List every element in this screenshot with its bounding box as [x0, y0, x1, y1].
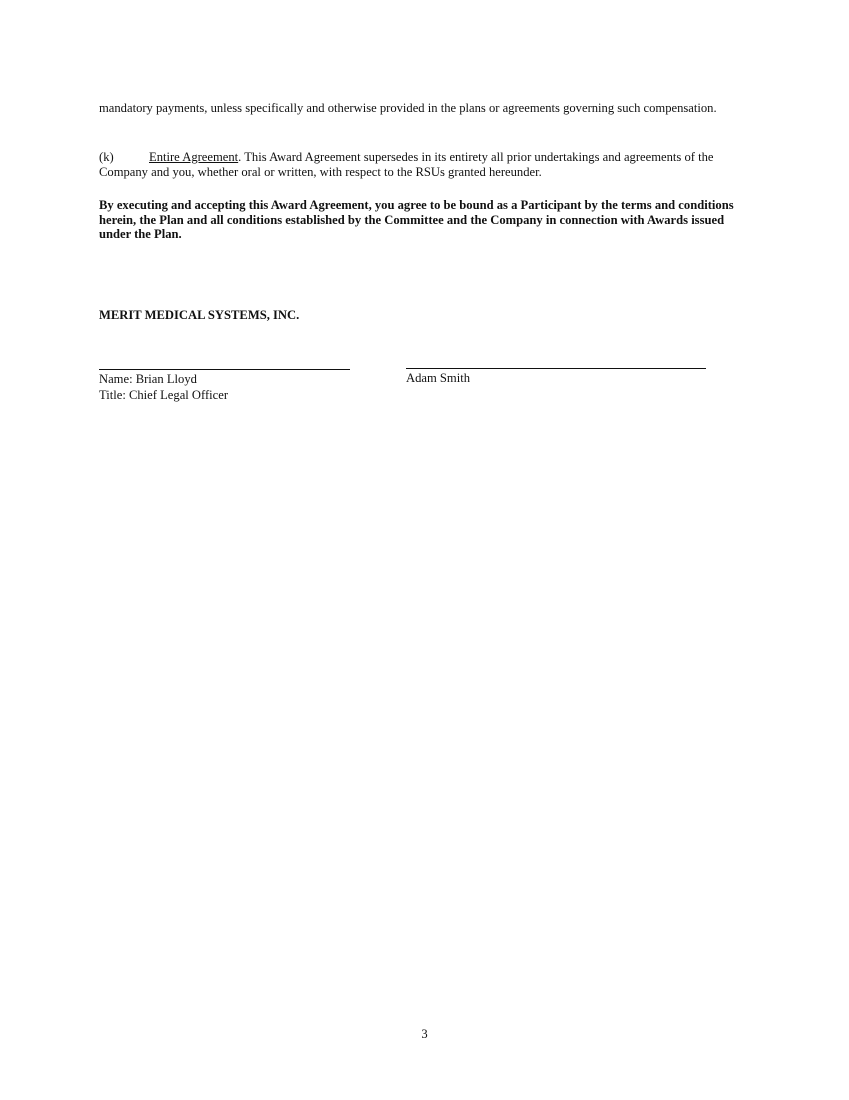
company-signer-name: Name: Brian Lloyd: [99, 372, 197, 386]
continuation-paragraph: mandatory payments, unless specifically and otherwise provided in the plans or agreements governing such compensation.: [99, 101, 717, 115]
company-signature-line: [99, 369, 350, 370]
participant-signature-line: [406, 368, 706, 369]
section-k-heading: Entire Agreement: [149, 150, 239, 164]
participant-name: Adam Smith: [406, 371, 471, 385]
section-k-label: (k): [99, 150, 114, 164]
company-name: MERIT MEDICAL SYSTEMS, INC.: [99, 308, 300, 322]
section-k-paragraph: [99, 150, 749, 179]
section-k-body: . This Award Agreement supersedes in its entirety all prior undertakings and agreements of the Company and you, whether oral or written, with respect to the RSUs granted hereunder.: [99, 150, 714, 179]
page-number: 3: [421, 1027, 428, 1041]
company-signer-title: Title: Chief Legal Officer: [99, 388, 229, 402]
acceptance-statement: By executing and accepting this Award Agreement, you agree to be bound as a Participant by the terms and conditions herein, the Plan and all conditions established by the Committee and the Company in connection with Awards issued under the Plan.: [99, 198, 734, 242]
